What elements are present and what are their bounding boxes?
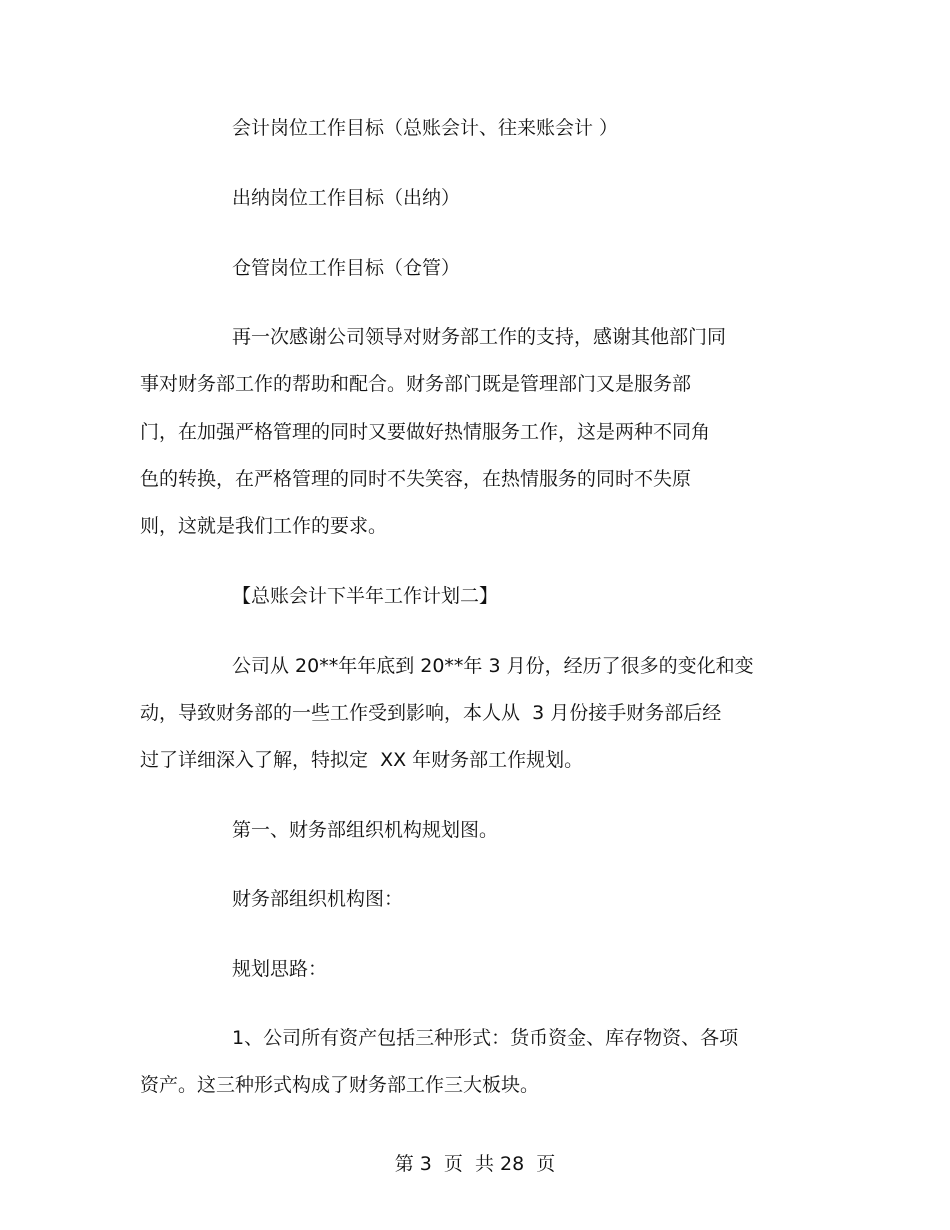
paragraph-intro-line-2: 动，导致财务部的一些工作受到影响，本人从 3 月份接手财务部后经 [140,702,722,724]
section-heading: 【总账会计下半年工作计划二】 [232,585,499,607]
paragraph-thanks-line-2: 事对财务部工作的帮助和配合。财务部门既是管理部门又是服务部 [140,373,692,395]
target-accountant-line: 会计岗位工作目标（总账会计、往来账会计 ） [232,117,619,139]
paragraph-thanks-line-5: 则，这就是我们工作的要求。 [140,515,388,537]
paragraph-intro-line-1: 公司从 20**年年底到 20**年 3 月份，经历了很多的变化和变 [232,655,754,677]
paragraph-thanks-line-1: 再一次感谢公司领导对财务部工作的支持，感谢其他部门同 [232,326,727,348]
paragraph-intro-line-3: 过了详细深入了解，特拟定 XX 年财务部工作规划。 [140,749,584,771]
assets-paragraph-line-1: 1、公司所有资产包括三种形式：货币资金、库存物资、各项 [232,1027,739,1049]
org-chart-label-line: 财务部组织机构图： [232,888,404,910]
assets-paragraph-line-2: 资产。这三种形式构成了财务部工作三大板块。 [140,1074,540,1096]
paragraph-thanks-line-4: 色的转换，在严格管理的同时不失笑容，在热情服务的同时不失原 [140,468,692,490]
page-number-footer: 第 3 页 共 28 页 [394,1153,556,1175]
target-cashier-line: 出纳岗位工作目标（出纳） [232,187,461,209]
planning-idea-label-line: 规划思路： [232,958,328,980]
paragraph-thanks-line-3: 门，在加强严格管理的同时又要做好热情服务工作，这是两种不同角 [140,421,711,443]
target-warehouse-line: 仓管岗位工作目标（仓管） [232,257,461,279]
org-chart-plan-line: 第一、财务部组织机构规划图。 [232,819,499,841]
